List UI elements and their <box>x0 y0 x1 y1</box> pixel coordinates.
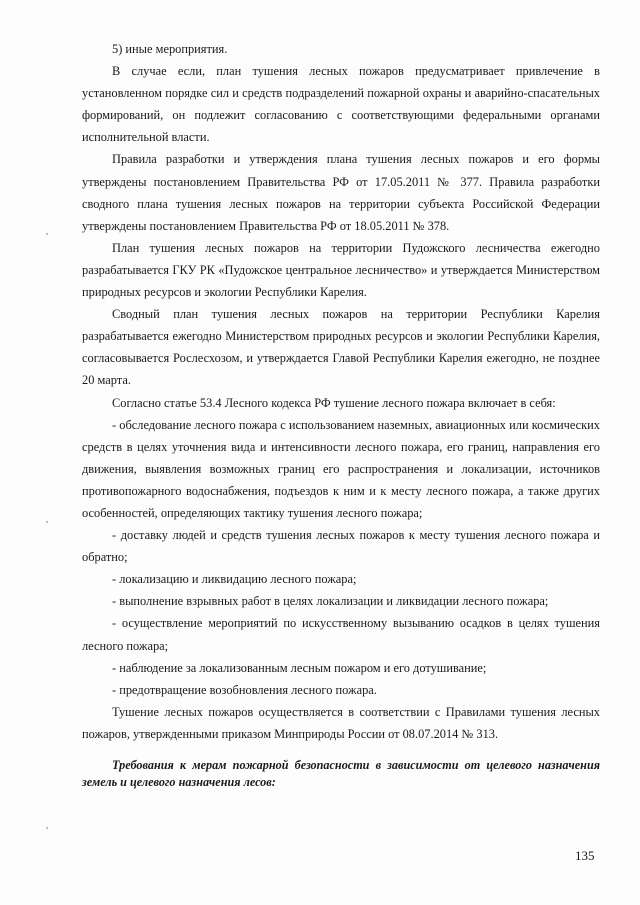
paragraph-pudozh-plan: План тушения лесных пожаров на территории Пудожского лесничества ежегодно разрабатывается ГКУ РК «Пудожское центральное лесничество» и утверждается Министерством природных ресурсов и экологии Республики Карелия. <box>82 240 600 300</box>
page-body <box>82 38 600 803</box>
scan-mark: , <box>46 226 49 236</box>
list-item-delivery: - доставку людей и средств тушения лесных пожаров к месту тушения лесного пожара и обратно; <box>82 528 600 565</box>
section-heading: Требования к мерам пожарной безопасности в зависимости от целевого назначения земель и целевого назначения лесов: <box>82 758 600 789</box>
list-item-monitoring: - наблюдение за локализованным лесным пожаром и его дотушивание; <box>112 660 487 675</box>
scan-mark: , <box>46 820 49 830</box>
list-item-artificial-precipitation: - осуществление мероприятий по искусственному вызыванию осадков в целях тушения лесного пожара; <box>82 616 600 653</box>
list-item-prevention: - предотвращение возобновления лесного пожара. <box>112 682 377 697</box>
scan-mark: , <box>46 514 49 524</box>
paragraph-item-5: 5) иные мероприятия. <box>112 42 228 56</box>
paragraph-fire-rules: Тушение лесных пожаров осуществляется в соответствии с Правилами тушения лесных пожаров, утвержденными приказом Минприроды России от 08.07.2014 № 313. <box>82 704 600 741</box>
list-item-explosive-works: - выполнение взрывных работ в целях локализации и ликвидации лесного пожара; <box>112 594 549 609</box>
page-number: 135 <box>575 848 595 863</box>
list-item-localization: - локализацию и ликвидацию лесного пожара; <box>112 572 357 587</box>
paragraph-karelia-plan: Сводный план тушения лесных пожаров на территории Республики Карелия разрабатывается ежегодно Министерством природных ресурсов и экологии Республики Карелия, согласовывается Рослесхозом, и утверждается Главой Республики Карелия ежегодно, не позднее 20 марта. <box>82 307 600 388</box>
paragraph-plan-rules: Правила разработки и утверждения плана тушения лесных пожаров и его формы утверждены постановлением Правительства РФ от 17.05.2011 № 377. Правила разработки сводного плана тушения лесных пожаров на территории субъекта Российской Федерации утверждены постановлением Правительства РФ от 18.05.2011 № 378. <box>82 152 600 233</box>
list-item-survey: - обследование лесного пожара с использованием наземных, авиационных или космических средств в целях уточнения вида и интенсивности лесного пожара, его границ, направления его движения, выявления возможных границ его распространения и локализации, источников противопожарного водоснабжения, подъездов к ним и к месту лесного пожара, а также других особенностей, определяющих тактику тушения лесного пожара; <box>82 417 600 520</box>
paragraph-article-53-4: Согласно статье 53.4 Лесного кодекса РФ тушение лесного пожара включает в себя: <box>112 395 556 410</box>
paragraph-fire-plan-coordination: В случае если, план тушения лесных пожаров предусматривает привлечение в установленном порядке сил и средств подразделений пожарной охраны и аварийно-спасательных формирований, он подлежит согласованию с соответствующими федеральными органами исполнительной власти. <box>82 64 600 145</box>
